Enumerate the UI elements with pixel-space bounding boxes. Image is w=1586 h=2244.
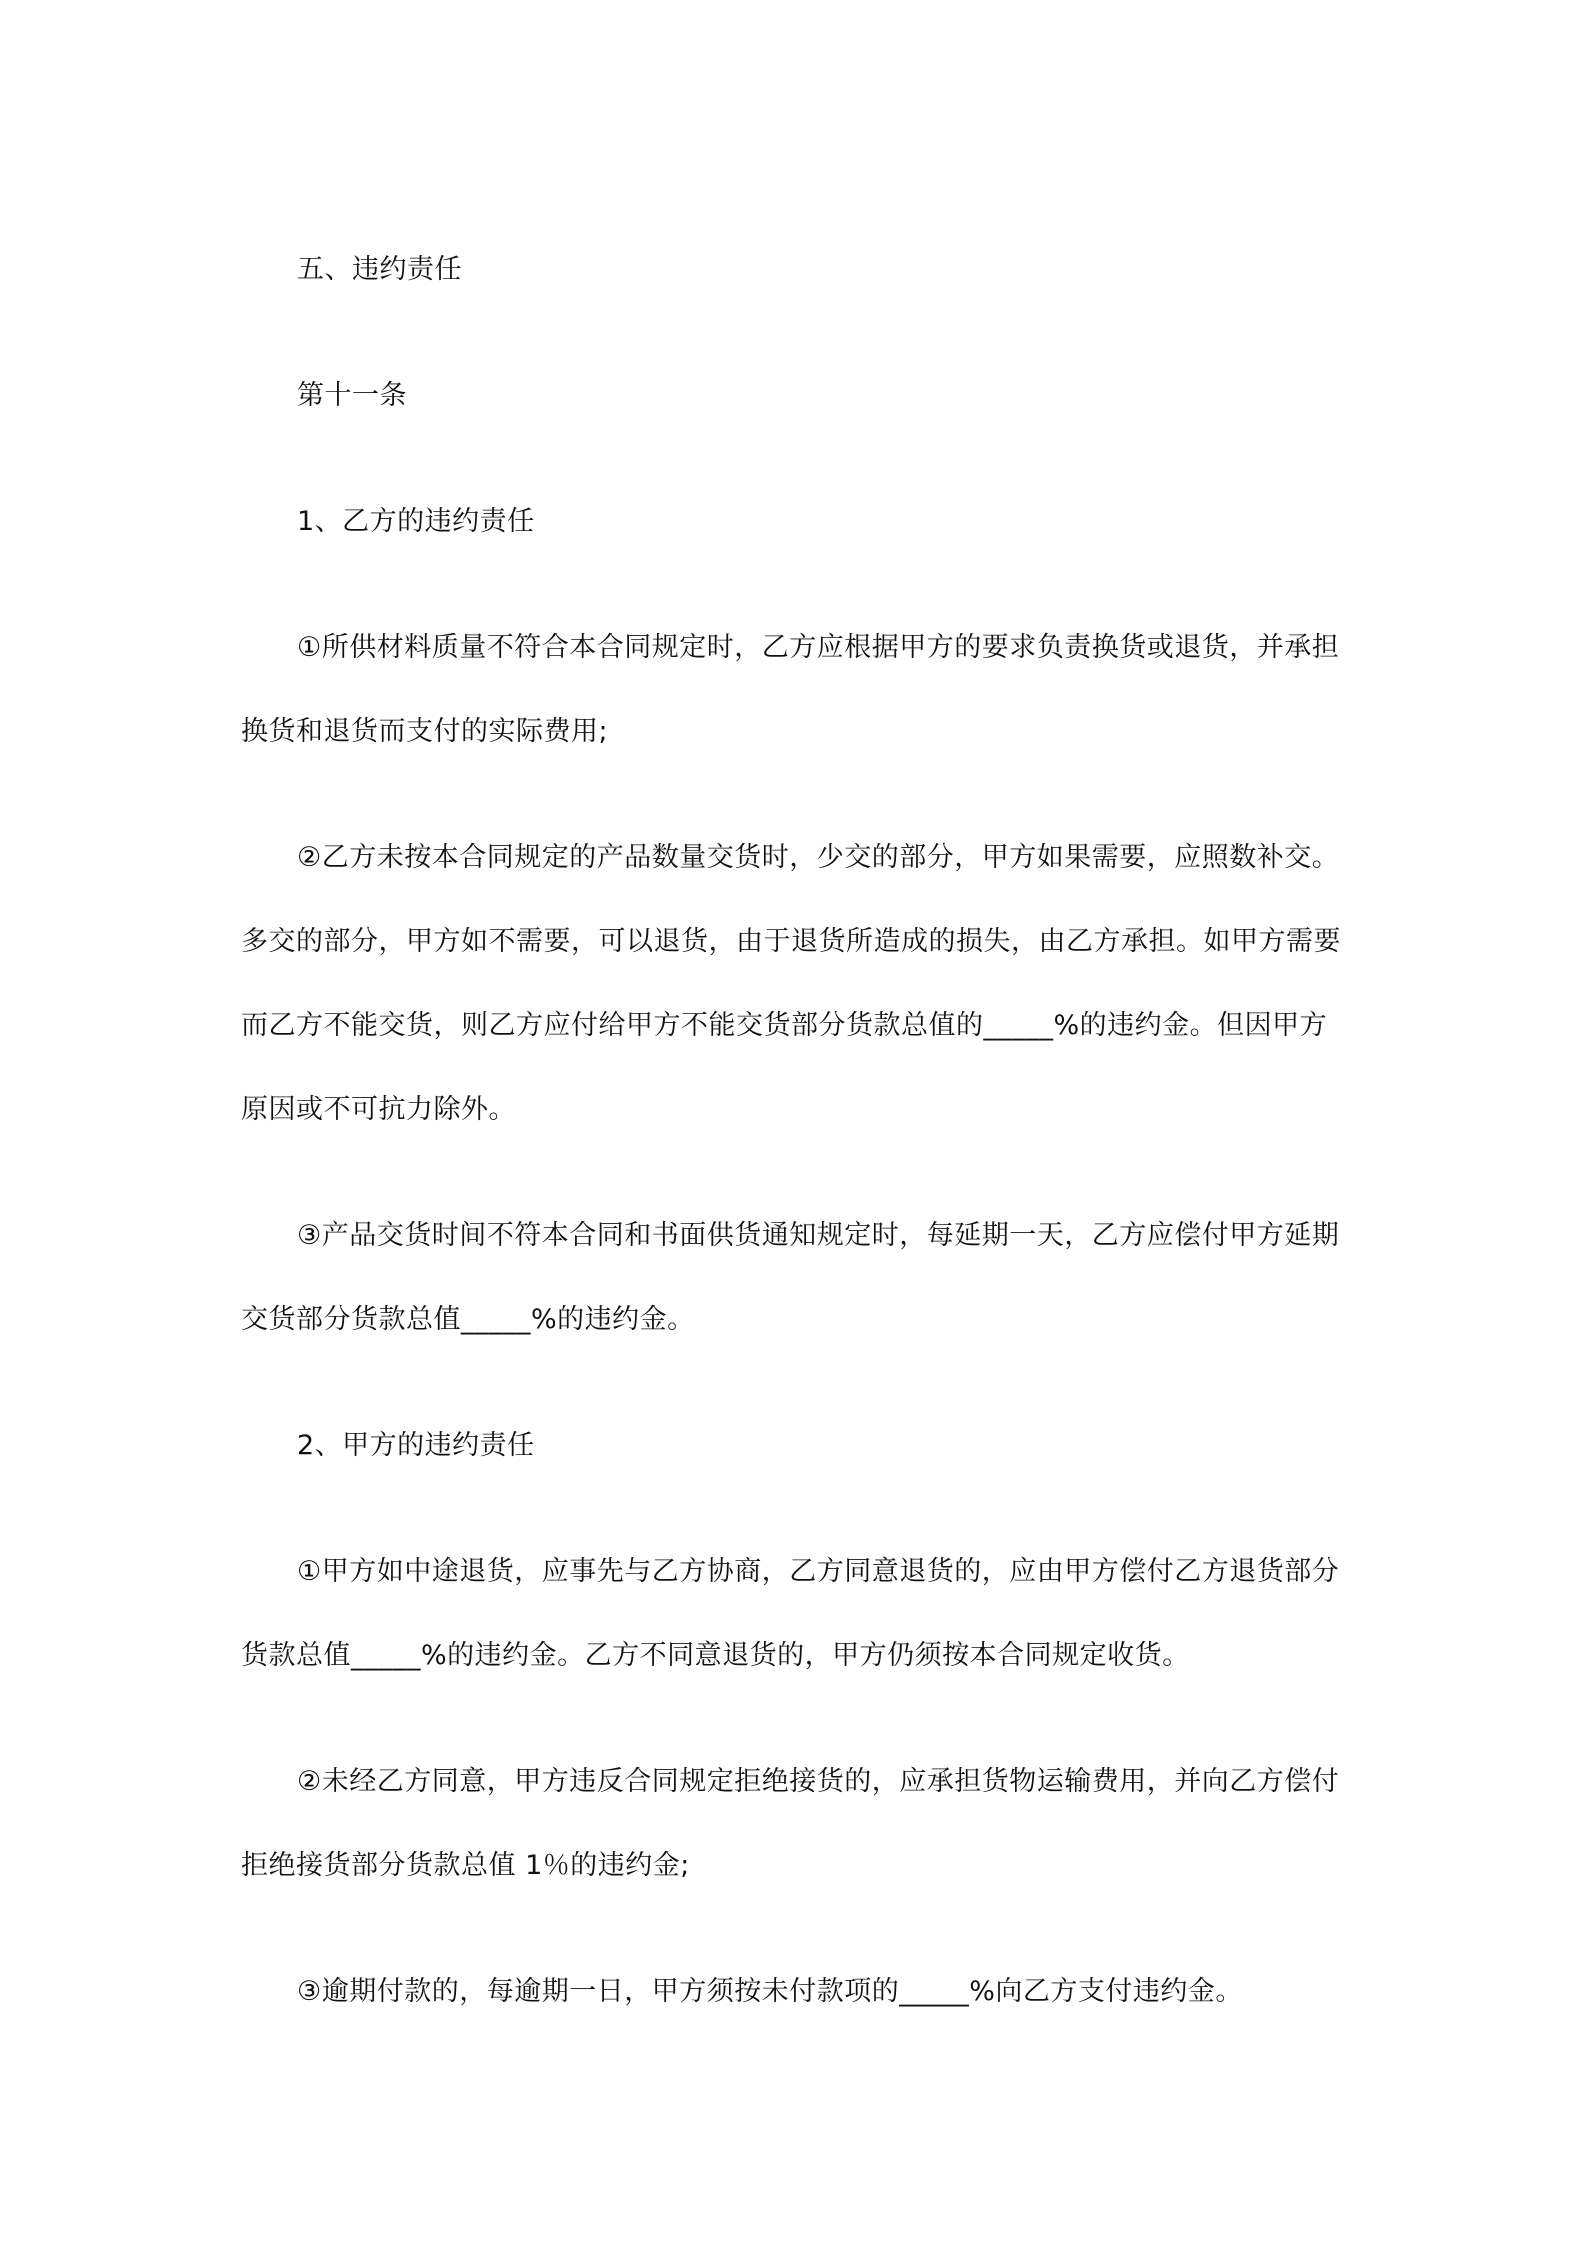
party-b-item1-line2: 换货和退货而支付的实际费用;: [241, 716, 609, 747]
party-a-item3-line1: ③逾期付款的，每逾期一日，甲方须按未付款项的_____%向乙方支付违约金。: [297, 1976, 1243, 2007]
article-title: 第十一条: [297, 380, 407, 411]
party-b-item2-line2: 多交的部分，甲方如不需要，可以退货，由于退货所造成的损失，由乙方承担。如甲方需要: [241, 926, 1341, 957]
party-a-item1-line1: ①甲方如中途退货，应事先与乙方协商，乙方同意退货的，应由甲方偿付乙方退货部分: [297, 1556, 1340, 1587]
party-b-item2-line3: 而乙方不能交货，则乙方应付给甲方不能交货部分货款总值的_____%的违约金。但因甲方: [241, 1010, 1328, 1041]
party-b-heading: 1、乙方的违约责任: [297, 506, 535, 537]
party-a-item1-line2: 货款总值_____%的违约金。乙方不同意退货的，甲方仍须按本合同规定收货。: [241, 1640, 1190, 1671]
party-a-heading: 2、甲方的违约责任: [297, 1430, 535, 1461]
party-a-item2-line2: 拒绝接货部分货款总值 1％的违约金;: [241, 1850, 690, 1881]
party-b-item3-line2: 交货部分货款总值_____%的违约金。: [241, 1304, 695, 1335]
party-b-item1-line1: ①所供材料质量不符合本合同规定时，乙方应根据甲方的要求负责换货或退货，并承担: [297, 632, 1340, 663]
party-a-item2-line1: ②未经乙方同意，甲方违反合同规定拒绝接货的，应承担货物运输费用，并向乙方偿付: [297, 1766, 1340, 1797]
party-b-item2-line4: 原因或不可抗力除外。: [241, 1094, 516, 1125]
party-b-item3-line1: ③产品交货时间不符本合同和书面供货通知规定时，每延期一天，乙方应偿付甲方延期: [297, 1220, 1340, 1251]
party-b-item2-line1: ②乙方未按本合同规定的产品数量交货时，少交的部分，甲方如果需要，应照数补交。: [297, 842, 1340, 873]
section-title: 五、违约责任: [297, 254, 462, 285]
